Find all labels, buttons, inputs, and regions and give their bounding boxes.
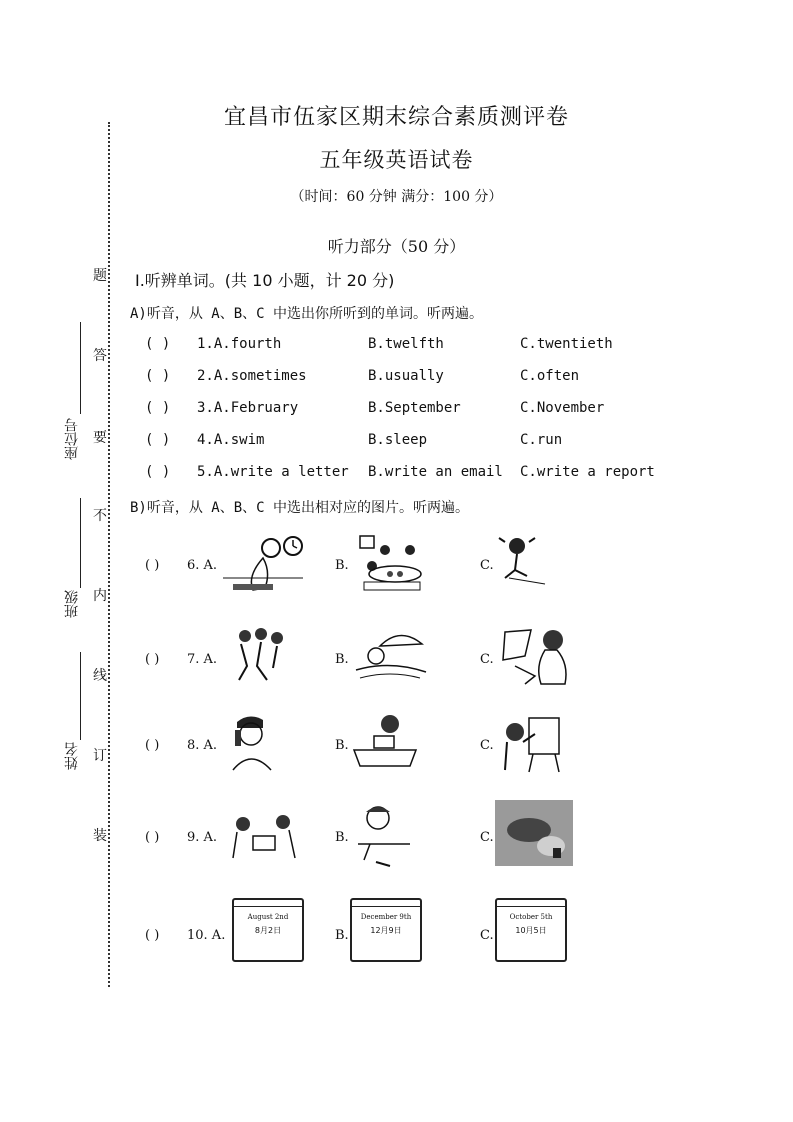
- question-row: [145, 400, 705, 420]
- question-row: [145, 368, 705, 388]
- option-b: B.September: [368, 400, 461, 416]
- seat-number-field[interactable]: [80, 322, 81, 414]
- option-c-label: C.: [480, 928, 494, 943]
- photo-kids-picture[interactable]: [495, 800, 573, 866]
- answer-bracket[interactable]: ( ): [145, 558, 160, 573]
- calendar-rings: [234, 900, 302, 907]
- question-row: [145, 432, 705, 452]
- calendar-date-en: August 2nd: [247, 913, 289, 921]
- option-c: C.run: [520, 432, 563, 448]
- seal-char: 要: [93, 430, 107, 446]
- calendar-rings: [352, 900, 420, 907]
- option-a: 3.A.February: [197, 400, 299, 416]
- answer-bracket[interactable]: ( ): [145, 400, 171, 416]
- answer-bracket[interactable]: ( ): [145, 464, 171, 480]
- option-a: 5.A.write a letter: [197, 464, 349, 480]
- option-a-label: 10. A.: [187, 928, 226, 943]
- option-b-label: B.: [335, 652, 349, 667]
- option-a-label: 8. A.: [187, 738, 218, 753]
- calendar-date-en: October 5th: [509, 913, 553, 921]
- option-b: B.twelfth: [368, 336, 444, 352]
- picture-question-row: [145, 626, 605, 696]
- option-a: 1.A.fourth: [197, 336, 282, 352]
- answer-bracket[interactable]: ( ): [145, 652, 160, 667]
- option-c-label: C.: [480, 738, 494, 753]
- answer-bracket[interactable]: ( ): [145, 738, 160, 753]
- question-row: [145, 464, 705, 484]
- name-label: 姓名: [64, 742, 80, 770]
- beach-umbrella-picture[interactable]: [350, 626, 430, 682]
- option-b-label: B.: [335, 738, 349, 753]
- calendar-date-zh: 10月5日: [515, 926, 547, 935]
- part-a-instruction: A)听音，从 A、B、C 中选出你所听到的单词。听两遍。: [130, 306, 483, 322]
- part-b-instruction: B)听音，从 A、B、C 中选出相对应的图片。听两遍。: [130, 500, 469, 516]
- calendar-rings: [497, 900, 565, 907]
- answer-bracket[interactable]: ( ): [145, 830, 160, 845]
- listening-heading: 听力部分（50 分）: [327, 237, 466, 256]
- calendar-c-picture[interactable]: [495, 898, 567, 962]
- seal-char: 装: [93, 828, 107, 844]
- picture-question-row: [145, 902, 605, 972]
- option-b-label: B.: [335, 558, 349, 573]
- boy-at-desk-picture[interactable]: [350, 712, 420, 772]
- section-1-heading: Ⅰ.听辨单词。(共 10 小题，计 20 分): [135, 271, 395, 290]
- kids-playing-chess-picture[interactable]: [229, 804, 299, 862]
- picture-question-row: [145, 804, 605, 874]
- seal-char: 线: [93, 668, 107, 684]
- kids-group-picture[interactable]: [227, 626, 293, 682]
- question-row: [145, 336, 705, 356]
- option-b: B.usually: [368, 368, 444, 384]
- picture-question-row: [145, 712, 605, 782]
- family-dinner-picture[interactable]: [350, 532, 430, 594]
- boy-on-phone-picture[interactable]: [227, 712, 277, 772]
- class-field[interactable]: [80, 498, 81, 588]
- seal-char: 答: [93, 348, 107, 364]
- calendar-b-picture[interactable]: [350, 898, 422, 962]
- exam-meta: （时间：60 分钟 满分：100 分）: [290, 189, 503, 205]
- girl-eating-clock-picture[interactable]: [223, 532, 303, 594]
- option-c-label: C.: [480, 558, 494, 573]
- exam-title: 宜昌市伍家区期末综合素质测评卷: [223, 105, 569, 130]
- calendar-date-zh: 8月2日: [254, 926, 282, 935]
- answer-bracket[interactable]: ( ): [145, 432, 171, 448]
- seal-char: 不: [93, 508, 107, 524]
- calendar-date-zh: 12月9日: [370, 926, 402, 935]
- option-c: C.often: [520, 368, 580, 384]
- seat-number-label: 座位号: [64, 418, 80, 460]
- option-a-label: 6. A.: [187, 558, 218, 573]
- seal-char: 内: [93, 588, 107, 604]
- girl-reading-picture[interactable]: [495, 626, 575, 688]
- option-a: 2.A.sometimes: [197, 368, 307, 384]
- picture-question-row: [145, 532, 605, 602]
- girl-painting-picture[interactable]: [495, 712, 565, 774]
- calendar-a-picture[interactable]: [232, 898, 304, 962]
- option-b: B.write an email: [368, 464, 503, 480]
- name-field[interactable]: [80, 652, 81, 740]
- option-c: C.twentieth: [520, 336, 613, 352]
- exam-subtitle: 五年级英语试卷: [319, 148, 474, 172]
- option-b-label: B.: [335, 830, 349, 845]
- option-b: B.sleep: [368, 432, 428, 448]
- option-a: 4.A.swim: [197, 432, 265, 448]
- option-c: C.November: [520, 400, 605, 416]
- option-a-label: 9. A.: [187, 830, 218, 845]
- calendar-date-en: December 9th: [360, 913, 412, 921]
- option-b-label: B.: [335, 928, 349, 943]
- answer-bracket[interactable]: ( ): [145, 336, 171, 352]
- seal-dotted-line: [108, 122, 110, 987]
- seal-char: 订: [93, 748, 107, 764]
- option-a-label: 7. A.: [187, 652, 218, 667]
- answer-bracket[interactable]: ( ): [145, 928, 160, 943]
- answer-bracket[interactable]: ( ): [145, 368, 171, 384]
- girl-running-picture[interactable]: [495, 532, 555, 594]
- class-label: 班级: [64, 590, 80, 618]
- option-c-label: C.: [480, 830, 494, 845]
- option-c: C.write a report: [520, 464, 655, 480]
- seal-char: 题: [93, 268, 107, 284]
- option-c-label: C.: [480, 652, 494, 667]
- girl-lying-reading-picture[interactable]: [350, 804, 420, 870]
